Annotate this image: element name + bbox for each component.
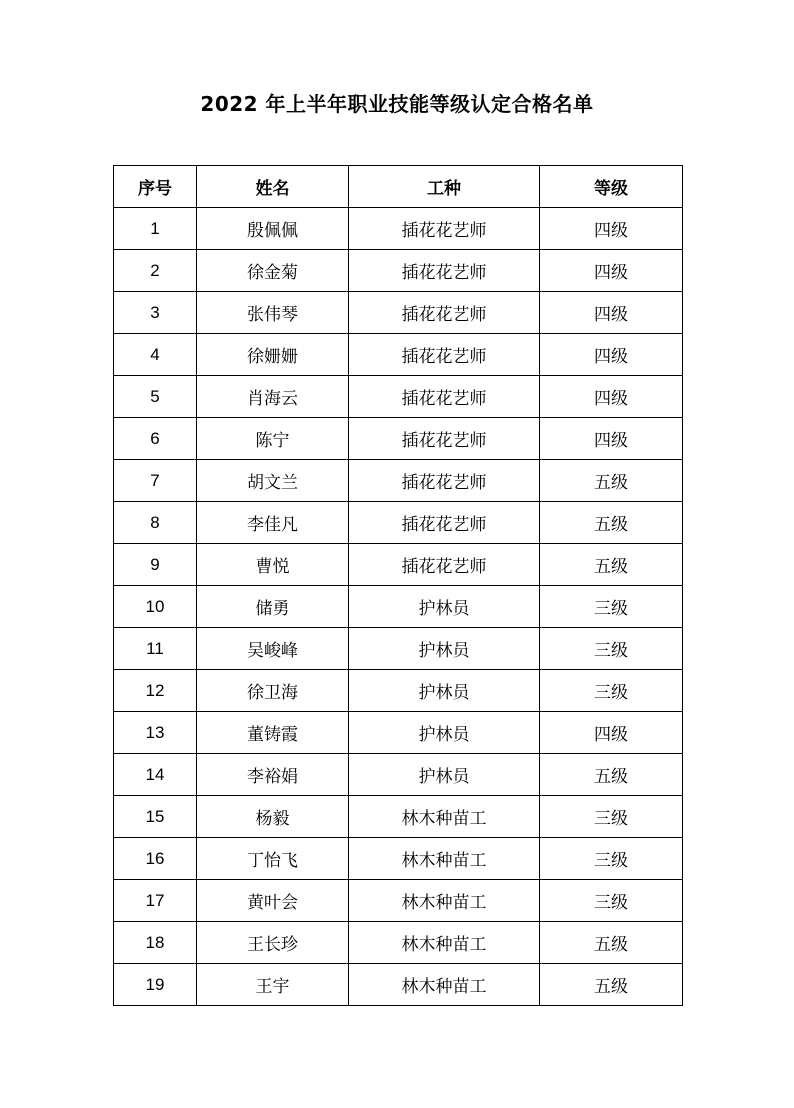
cell-name: 董铸霞: [197, 712, 349, 754]
cell-trade: 插花花艺师: [349, 544, 540, 586]
cell-level: 三级: [540, 880, 683, 922]
table-row: [114, 208, 683, 250]
cell-level: 五级: [540, 754, 683, 796]
cell-trade: 林木种苗工: [349, 796, 540, 838]
table-row: [114, 670, 683, 712]
cell-name: 黄叶会: [197, 880, 349, 922]
cell-level: 四级: [540, 334, 683, 376]
cell-trade: 护林员: [349, 712, 540, 754]
cell-level: 五级: [540, 460, 683, 502]
cell-level: 三级: [540, 670, 683, 712]
cell-serial-number: 13: [114, 712, 197, 754]
cell-serial-number: 12: [114, 670, 197, 712]
document-title: 2022 年上半年职业技能等级认定合格名单: [200, 92, 594, 116]
cell-trade: 林木种苗工: [349, 922, 540, 964]
cell-serial-number: 3: [114, 292, 197, 334]
header-name: 姓名: [197, 166, 349, 208]
table-row: [114, 418, 683, 460]
cell-name: 吴峻峰: [197, 628, 349, 670]
cell-name: 王宇: [197, 964, 349, 1006]
cell-level: 五级: [540, 964, 683, 1006]
cell-trade: 护林员: [349, 754, 540, 796]
table-row: [114, 292, 683, 334]
cell-trade: 插花花艺师: [349, 460, 540, 502]
cell-name: 曹悦: [197, 544, 349, 586]
cell-trade: 护林员: [349, 628, 540, 670]
cell-serial-number: 7: [114, 460, 197, 502]
cell-name: 徐卫海: [197, 670, 349, 712]
header-trade: 工种: [349, 166, 540, 208]
cell-trade: 插花花艺师: [349, 334, 540, 376]
table-row: [114, 838, 683, 880]
cell-serial-number: 1: [114, 208, 197, 250]
cell-trade: 插花花艺师: [349, 418, 540, 460]
cell-name: 徐金菊: [197, 250, 349, 292]
table-row: [114, 586, 683, 628]
cell-level: 三级: [540, 586, 683, 628]
table-row: [114, 460, 683, 502]
cell-serial-number: 15: [114, 796, 197, 838]
cell-level: 五级: [540, 544, 683, 586]
cell-name: 张伟琴: [197, 292, 349, 334]
table-row: [114, 628, 683, 670]
cell-serial-number: 14: [114, 754, 197, 796]
cell-trade: 林木种苗工: [349, 964, 540, 1006]
cell-serial-number: 6: [114, 418, 197, 460]
cell-serial-number: 10: [114, 586, 197, 628]
cell-trade: 插花花艺师: [349, 376, 540, 418]
cell-level: 五级: [540, 502, 683, 544]
cell-trade: 插花花艺师: [349, 208, 540, 250]
cell-serial-number: 2: [114, 250, 197, 292]
table-row: [114, 712, 683, 754]
cell-name: 徐姗姗: [197, 334, 349, 376]
cell-trade: 护林员: [349, 670, 540, 712]
cell-serial-number: 19: [114, 964, 197, 1006]
cell-level: 四级: [540, 292, 683, 334]
cell-name: 储勇: [197, 586, 349, 628]
cell-serial-number: 17: [114, 880, 197, 922]
cell-name: 殷佩佩: [197, 208, 349, 250]
cell-trade: 插花花艺师: [349, 292, 540, 334]
cell-name: 王长珍: [197, 922, 349, 964]
cell-trade: 林木种苗工: [349, 880, 540, 922]
cell-level: 四级: [540, 208, 683, 250]
cell-serial-number: 9: [114, 544, 197, 586]
cell-name: 李佳凡: [197, 502, 349, 544]
table-row: [114, 334, 683, 376]
table-row: [114, 376, 683, 418]
cell-serial-number: 11: [114, 628, 197, 670]
cell-trade: 插花花艺师: [349, 250, 540, 292]
table-body: [114, 208, 683, 1006]
qualified-list-table: [113, 165, 683, 1006]
cell-serial-number: 8: [114, 502, 197, 544]
table-row: [114, 880, 683, 922]
cell-level: 四级: [540, 418, 683, 460]
cell-trade: 插花花艺师: [349, 502, 540, 544]
table-row: [114, 964, 683, 1006]
cell-level: 四级: [540, 376, 683, 418]
cell-trade: 护林员: [349, 586, 540, 628]
cell-level: 四级: [540, 250, 683, 292]
table-row: [114, 250, 683, 292]
cell-serial-number: 18: [114, 922, 197, 964]
table-row: [114, 796, 683, 838]
cell-level: 五级: [540, 922, 683, 964]
cell-name: 胡文兰: [197, 460, 349, 502]
cell-serial-number: 16: [114, 838, 197, 880]
cell-name: 肖海云: [197, 376, 349, 418]
cell-level: 四级: [540, 712, 683, 754]
table-row: [114, 544, 683, 586]
cell-level: 三级: [540, 838, 683, 880]
table-header-row: [114, 166, 683, 208]
table-row: [114, 502, 683, 544]
table-row: [114, 922, 683, 964]
header-serial-number: 序号: [114, 166, 197, 208]
cell-name: 陈宁: [197, 418, 349, 460]
cell-name: 丁怡飞: [197, 838, 349, 880]
cell-name: 李裕娟: [197, 754, 349, 796]
cell-level: 三级: [540, 796, 683, 838]
cell-name: 杨毅: [197, 796, 349, 838]
cell-level: 三级: [540, 628, 683, 670]
table-row: [114, 754, 683, 796]
cell-serial-number: 4: [114, 334, 197, 376]
header-level: 等级: [540, 166, 683, 208]
cell-serial-number: 5: [114, 376, 197, 418]
cell-trade: 林木种苗工: [349, 838, 540, 880]
